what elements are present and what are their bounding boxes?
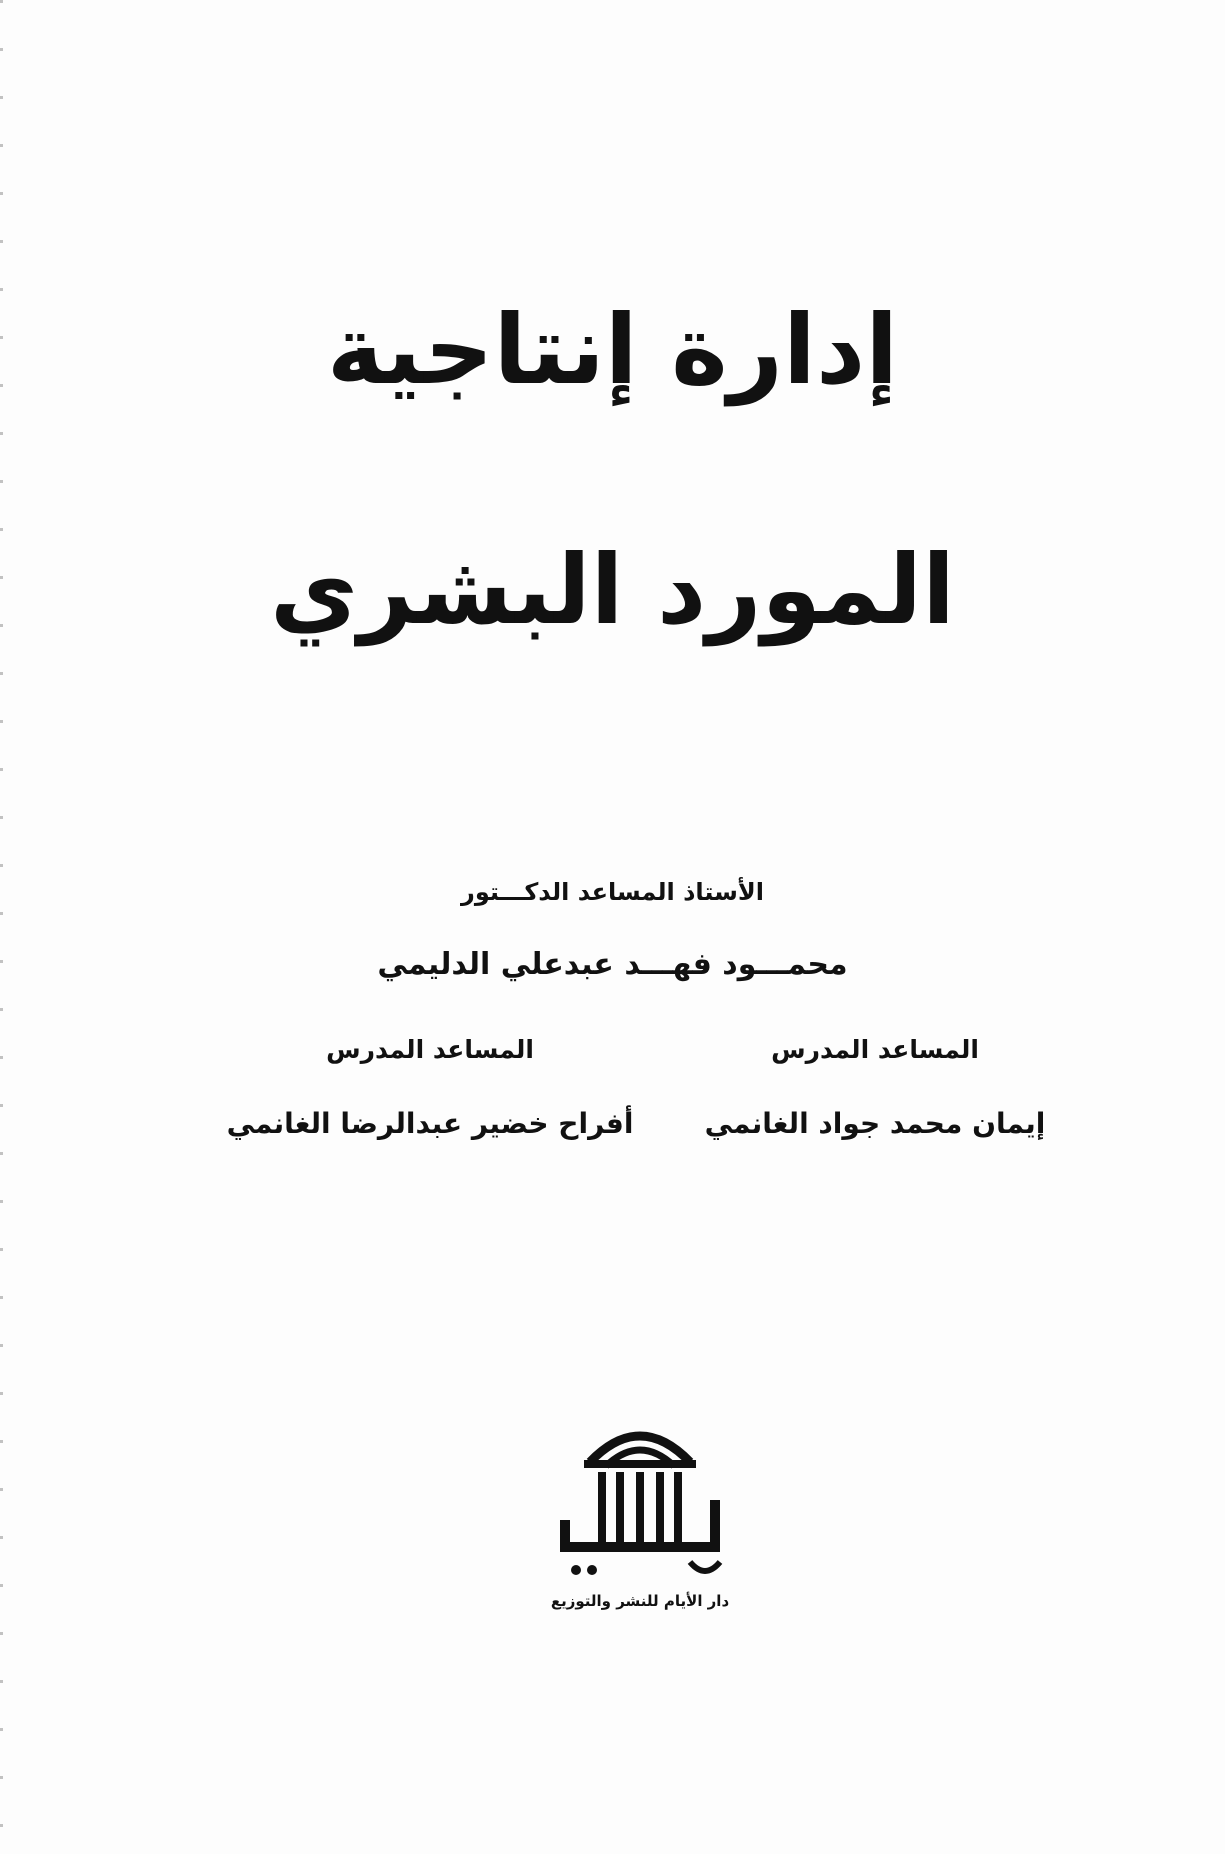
- book-title-line-2: المورد البشري: [270, 534, 955, 646]
- publisher-caption: دار الأيام للنشر والتوزيع: [550, 1592, 730, 1610]
- lead-author-rank: الأستاذ المساعد الدكـــتور: [461, 878, 764, 906]
- co-author-2-rank: المساعد المدرس: [326, 1035, 534, 1064]
- publisher-logo-icon: [540, 1400, 740, 1590]
- scan-edge: [0, 0, 3, 1854]
- co-author-2-name: أفراح خضير عبدالرضا الغانمي: [226, 1107, 634, 1140]
- lead-author-name: محمـــود فهـــد عبدعلي الدليمي: [377, 947, 848, 982]
- book-title-line-1: إدارة إنتاجية: [326, 294, 899, 406]
- co-author-1-name: إيمان محمد جواد الغانمي: [704, 1107, 1046, 1140]
- co-author-1-rank: المساعد المدرس: [771, 1035, 979, 1064]
